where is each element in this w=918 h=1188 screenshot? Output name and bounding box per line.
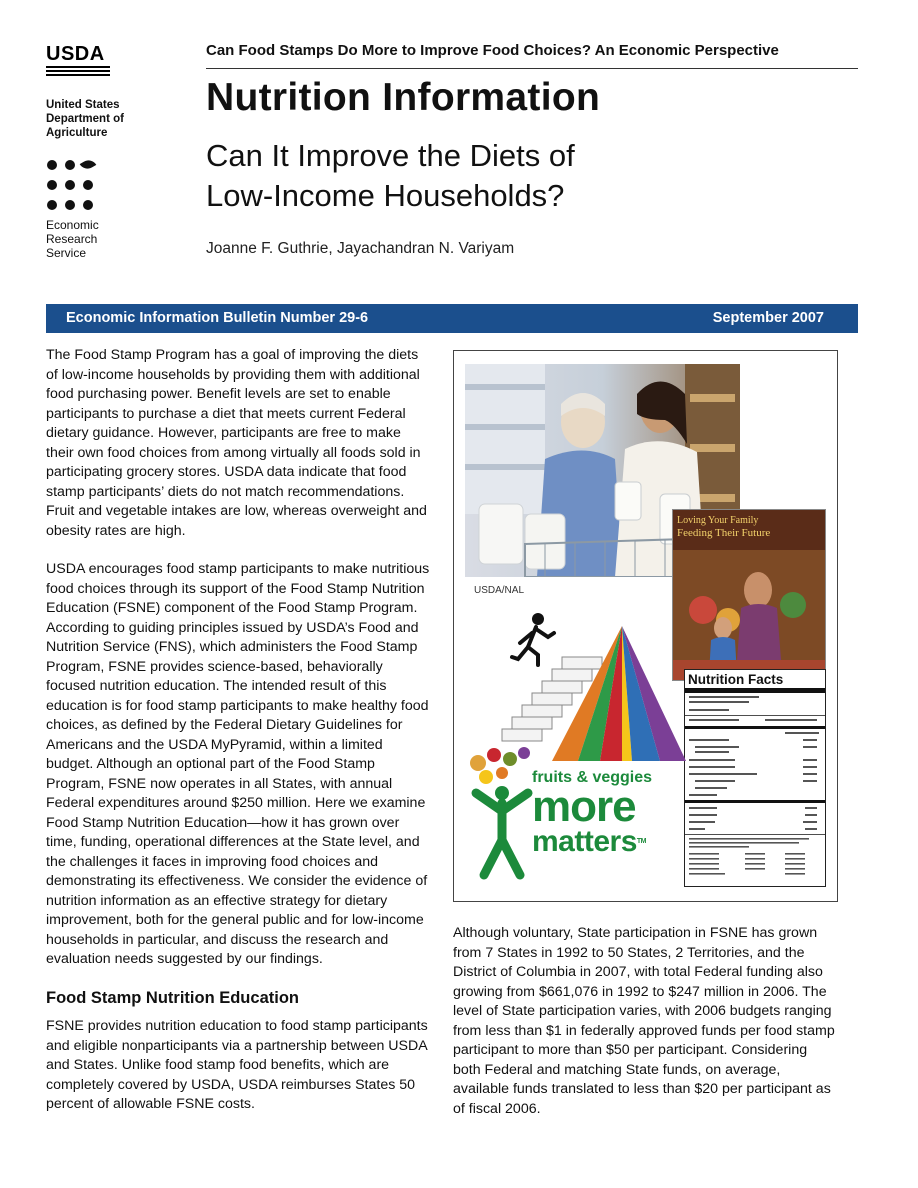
page-subtitle — [206, 136, 575, 216]
agency-name-line: Department of — [46, 113, 124, 125]
left-column — [46, 346, 432, 1134]
photo-credit: USDA/NAL — [474, 585, 525, 596]
ers-line: Research — [46, 232, 98, 246]
ers-line: Economic — [46, 218, 99, 232]
body-paragraph: Although voluntary, State participation in FSNE has grown from 7 States in 1992 to 50 States, 2 Territories, and the District of Columbia in 2007, with total Federal funding also growing from $661,076 in 1992 to $247 million in 2006. The level of State participation varies, with 2006 budgets ranging from less than $1 in federally approved funds per food stamp participant to more than $50 per participant. Considering both Federal and matching State funds, on average, available funds translated to less than $20 per participant as of fiscal 2006. — [453, 925, 835, 1117]
subtitle-line: Low-Income Households? — [206, 178, 565, 213]
nutrition-facts-label — [684, 669, 826, 887]
usda-logo-stripes — [46, 66, 110, 76]
nutrition-facts-rows — [685, 693, 825, 883]
brochure-title-line: Loving Your Family — [677, 515, 759, 526]
brochure-image — [672, 509, 826, 681]
right-column — [453, 924, 835, 1119]
agency-name-line: Agriculture — [46, 127, 108, 139]
agency-name-line: United States — [46, 99, 120, 111]
body-paragraph: FSNE provides nutrition education to food stamp participants and eligible nonparticipants via a partnership between USDA and States. Unlike food stamp food benefits, which are completely covered by USDA, USDA reimburses States 50 percent of allowable FSNE costs. — [46, 1018, 428, 1112]
ers-service-name — [46, 218, 99, 260]
bulletin-number: Economic Information Bulletin Number 29-6 — [66, 310, 369, 326]
trademark-mark: TM — [636, 838, 646, 845]
fruits-veggies-text — [532, 769, 652, 857]
fv-line-3 — [532, 827, 652, 857]
bulletin-date: September 2007 — [712, 310, 824, 326]
agency-name — [46, 98, 124, 140]
usda-logo — [46, 44, 116, 78]
fv-line-1: fruits & veggies — [532, 769, 653, 786]
section-heading: Food Stamp Nutrition Education — [46, 988, 299, 1007]
fv-line-2: more — [532, 782, 636, 831]
body-paragraph: The Food Stamp Program has a goal of improving the diets of low-income households by providing them with additional food purchasing power. Benefit levels are set to enable participants to purchase a diet that meets current Federal dietary guidance. However, participants are free to make their own food choices from among virtually all foods sold in participating grocery stores. USDA data indicate that food stamp participants’ diets do not match recommendations. Fruit and vegetable intakes are low, whereas overweight and obesity rates are high. — [46, 347, 427, 539]
brochure-title — [677, 514, 770, 540]
brochure-title-line: Feeding Their Future — [677, 527, 771, 539]
authors: Joanne F. Guthrie, Jayachandran N. Variyam — [206, 240, 515, 257]
header-rule — [206, 68, 858, 69]
cover-illustration — [453, 350, 838, 902]
ers-logo-icon — [47, 160, 97, 212]
ers-line: Service — [46, 246, 87, 260]
subtitle-line: Can It Improve the Diets of — [206, 138, 575, 173]
fv-matters-word: matters — [532, 825, 637, 858]
series-title: Can Food Stamps Do More to Improve Food Choices? An Economic Perspective — [206, 42, 779, 59]
usda-logo-text: USDA — [46, 43, 105, 65]
bulletin-bar — [46, 304, 858, 333]
page-title: Nutrition Information — [206, 76, 601, 119]
nutrition-facts-title: Nutrition Facts — [685, 670, 825, 693]
body-paragraph: USDA encourages food stamp participants to make nutritious food choices through its support of the Food Stamp Nutrition Education (FSNE) component of the Food Stamp Program. According to guiding principles issued by USDA’s Food and Nutrition Service (FNS), which administers the Food Stamp Program, FSNE provides science-based, behaviorally focused nutrition education. The intended result of this education is for food stamp participants to make healthy food choices, as defined by the Federal Dietary Guidelines for Americans and the USDA MyPyramid, within a limited budget. Although an optional part of the Food Stamp Program, FSNE now operates in all States, with annual Federal expenditures around $250 million. Here we examine Food Stamp Nutrition Education—how it has grown over time, funding, operational differences at the State level, and the challenges it faces in improving food choices and demonstrating its effectiveness. We consider the evidence of nutrition information as an effective strategy for dietary improvement, both for the general public and for low-income households in particular, and discuss the research and evaluation needs suggested by our findings. — [46, 561, 430, 967]
